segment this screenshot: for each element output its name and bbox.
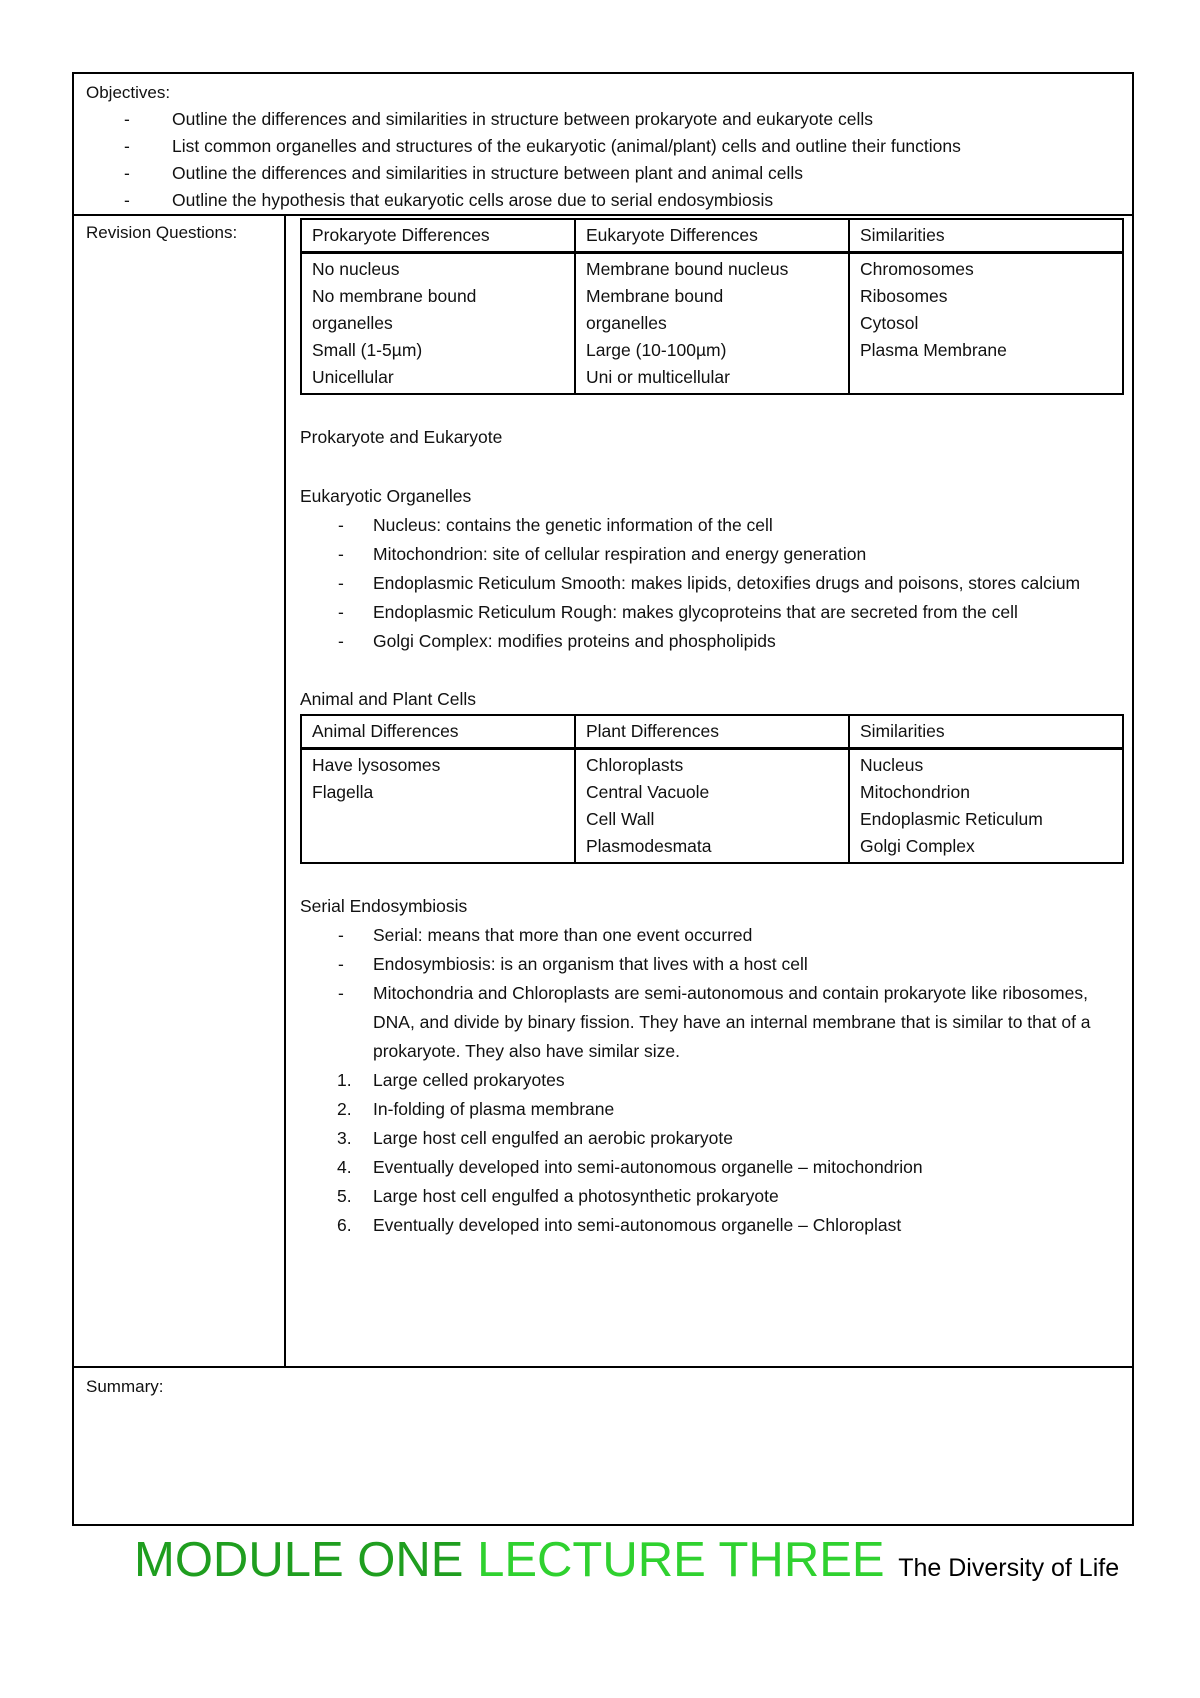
cell-line: Uni or multicellular [586,367,730,387]
organelles-list [300,511,1122,656]
cell-line: Small (1-5µm) [312,340,423,360]
step-item [300,1211,1122,1240]
step-item [300,1124,1122,1153]
list-item: - Mitochondria and Chloroplasts are semi-autonomous and contain prokaryote like ribosomes, DNA, and divide by binary fission. They have an internal membrane that is similar to that of a prokaryote. They also have similar size. [300,979,1122,1066]
section-heading: Prokaryote and Eukaryote [300,427,503,447]
table-header: Similarities [849,715,1123,749]
list-item: - Nucleus: contains the genetic information of the cell [300,511,1122,540]
revision-label-cell [74,216,286,1366]
animal-plant-table [300,714,1124,864]
table-header: Animal Differences [301,715,575,749]
step-item [300,1153,1122,1182]
table-cell [849,749,1123,864]
cell-line: Have lysosomes [312,755,441,775]
objective-item: - Outline the differences and similarities in structure between plant and animal cells [86,160,1120,187]
prokaryote-eukaryote-table [300,218,1124,395]
objectives-label: Objectives: [86,83,171,102]
step-item [300,1095,1122,1124]
cell-line: Plasma Membrane [860,340,1007,360]
objectives-section [74,74,1132,216]
table-cell [849,253,1123,395]
table-header: Similarities [849,219,1123,253]
objective-item: - List common organelles and structures of the eukaryotic (animal/plant) cells and outline their functions [86,133,1120,160]
step-number: 3. [337,1128,352,1148]
lecture-title: LECTURE THREE [477,1533,885,1587]
objective-item: - Outline the differences and similarities in structure between prokaryote and eukaryote cells [86,106,1120,133]
module-title: MODULE ONE [134,1533,464,1587]
summary-section [74,1366,1132,1524]
revision-label: Revision Questions: [86,223,238,242]
step-number: 1. [337,1070,352,1090]
endosymbiosis-list [300,921,1122,1066]
cell-line: Cell Wall [586,809,655,829]
list-item: - Golgi Complex: modifies proteins and phospholipids [300,627,1122,656]
step-text: Large host cell engulfed a photosynthetic prokaryote [373,1186,779,1206]
summary-label: Summary: [86,1377,164,1396]
lecture-notes-frame [72,72,1134,1526]
cell-line: Cytosol [860,313,919,333]
step-text: Eventually developed into semi-autonomous organelle – Chloroplast [373,1215,902,1235]
table-cell [575,253,849,395]
table-cell [575,749,849,864]
table-header-row [301,715,1123,749]
list-item: - Endoplasmic Reticulum Smooth: makes lipids, detoxifies drugs and poisons, stores calcium [300,569,1122,598]
table-row [301,253,1123,395]
section-heading: Serial Endosymbiosis [300,896,468,916]
cell-line: Chloroplasts [586,755,684,775]
step-number: 5. [337,1186,352,1206]
step-text: Eventually developed into semi-autonomous organelle – mitochondrion [373,1157,923,1177]
step-number: 6. [337,1215,352,1235]
cell-line: Central Vacuole [586,782,710,802]
cell-line: Flagella [312,782,374,802]
cell-line: Membrane bound nucleus [586,259,789,279]
table-cell [301,749,575,864]
cell-line: Large (10-100µm) [586,340,727,360]
page-title [134,1530,1119,1598]
list-item: - Endoplasmic Reticulum Rough: makes glycoproteins that are secreted from the cell [300,598,1122,627]
cell-line: Chromosomes [860,259,974,279]
table-row [301,749,1123,864]
table-cell [301,253,575,395]
table-header: Prokaryote Differences [301,219,575,253]
step-text: Large celled prokaryotes [373,1070,565,1090]
list-item: - Serial: means that more than one event occurred [300,921,1122,950]
list-item: - Mitochondrion: site of cellular respiration and energy generation [300,540,1122,569]
step-text: In-folding of plasma membrane [373,1099,615,1119]
cell-line: Membrane bound organelles [586,286,724,333]
cell-line: No nucleus [312,259,400,279]
revision-content [300,216,1122,1240]
step-item [300,1182,1122,1211]
step-number: 4. [337,1157,352,1177]
step-number: 2. [337,1099,352,1119]
cell-line: No membrane bound organelles [312,286,477,333]
endosymbiosis-steps [300,1066,1122,1240]
objectives-list [86,106,1120,214]
page-subtitle: The Diversity of Life [898,1554,1120,1582]
cell-line: Nucleus [860,755,924,775]
cell-line: Plasmodesmata [586,836,712,856]
cell-line: Unicellular [312,367,394,387]
table-header: Eukaryote Differences [575,219,849,253]
list-item: - Endosymbiosis: is an organism that lives with a host cell [300,950,1122,979]
section-heading: Animal and Plant Cells [300,689,477,709]
cell-line: Golgi Complex [860,836,975,856]
table-header-row [301,219,1123,253]
step-item [300,1066,1122,1095]
cell-line: Mitochondrion [860,782,970,802]
table-header: Plant Differences [575,715,849,749]
objective-item: - Outline the hypothesis that eukaryotic cells arose due to serial endosymbiosis [86,187,1120,214]
cell-line: Endoplasmic Reticulum [860,809,1043,829]
cell-line: Ribosomes [860,286,948,306]
step-text: Large host cell engulfed an aerobic prokaryote [373,1128,733,1148]
section-heading: Eukaryotic Organelles [300,486,472,506]
